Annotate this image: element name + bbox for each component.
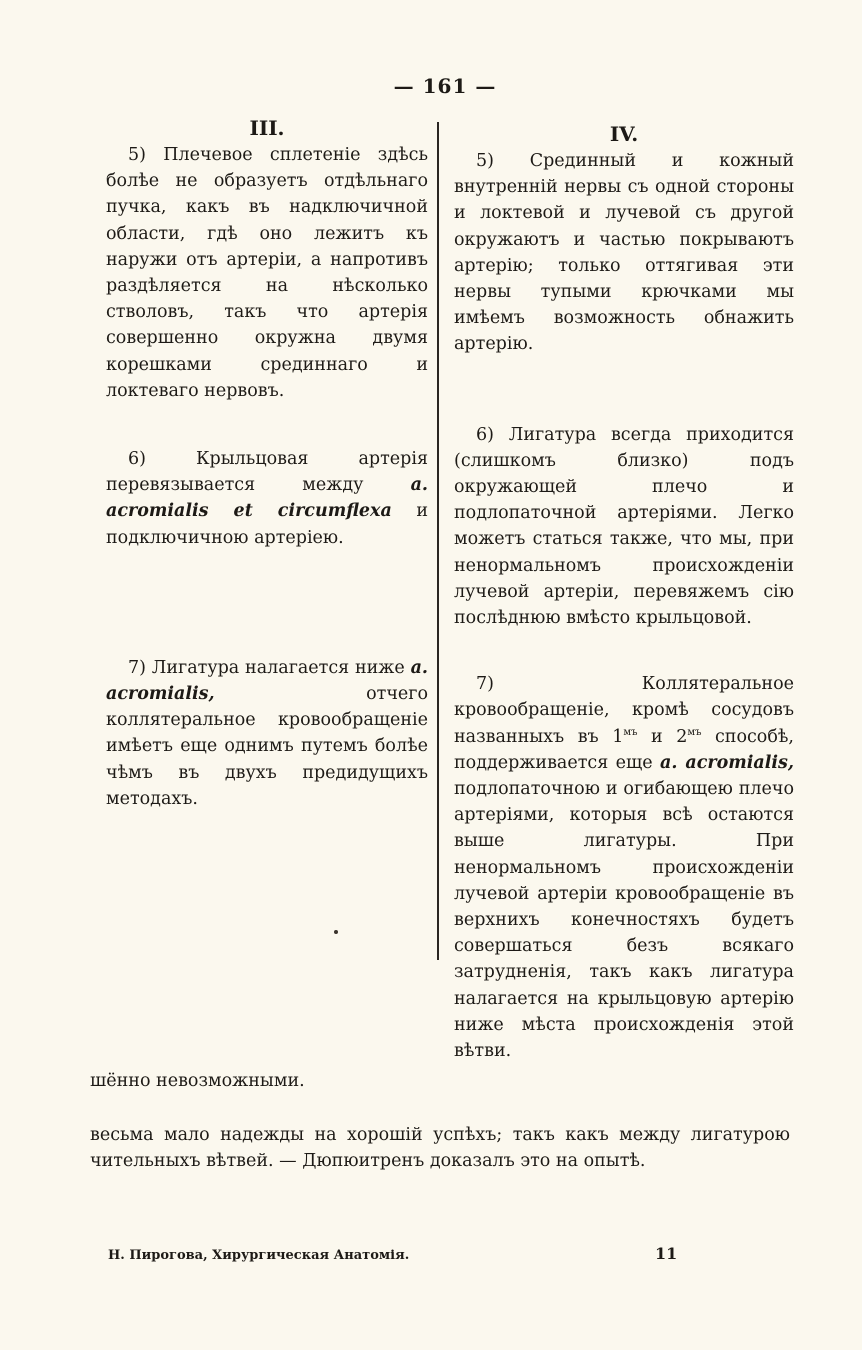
page-number: — 161 — <box>393 74 497 98</box>
bottom-text-line-1: шённо невозможными. <box>90 1071 305 1091</box>
right-column <box>454 116 794 1064</box>
right-p7-text-mid-1: и 2 <box>637 726 688 747</box>
left-p7-italic-term: a. acromialis, <box>106 657 428 705</box>
bottom-text-line-2: весьма мало надежды на хорошій успѣхъ; такъ какъ между лигатурою <box>90 1125 790 1145</box>
left-paragraph-5: 5) Плечевое сплетеніе здѣсь болѣе не образуетъ отдѣльнаго пучка, какъ въ надключичной области, гдѣ оно лежитъ къ наружи отъ артеріи, а напротивъ раздѣляется на нѣсколько стволовъ, такъ что артерія совершенно окружна двумя корешками срединнаго и локтеваго нервовъ. <box>106 145 428 401</box>
ink-speck <box>334 930 338 934</box>
right-paragraph-6: 6) Лигатура всегда приходится (слишкомъ близко) подъ окружающей плечо и подлопаточной артеріями. Легко можетъ статься также, что мы, при ненормальномъ происхожденіи лучевой артеріи, перевяжемъ сію послѣднюю вмѣсто крыльцовой. <box>454 424 794 629</box>
footer-signature-number: 11 <box>655 1244 678 1263</box>
left-paragraph-7 <box>106 655 428 812</box>
left-p7-text-start: 7) Лигатура налагается ниже <box>128 657 411 678</box>
left-p6-text-start: 6) Крыльцовая артерія перевязывается между <box>106 449 428 496</box>
right-paragraph-5: 5) Срединный и кожный внутренній нервы съ одной стороны и локтевой и лучевой съ другой окружаютъ и частью покрываютъ артерію; только оттягивая эти нервы тупыми крючками мы имѣемъ возможность обнажить артерію. <box>454 151 794 355</box>
right-p7-superscript-2: мъ <box>687 726 702 738</box>
left-column-heading: III. <box>249 116 285 140</box>
right-p7-superscript-1: мъ <box>623 726 638 738</box>
right-p7-italic-term: a. acromialis, <box>660 752 795 773</box>
left-p6-text-end: и подключичною артеріею. <box>106 501 428 548</box>
bottom-text-line-3: чительныхъ вѣтвей. — Дюпюитренъ доказалъ это на опытѣ. <box>90 1151 646 1171</box>
right-p7-text-mid-2: способѣ, поддерживается еще <box>454 726 794 773</box>
left-p7-text-end: отчего коллятеральное кровообращеніе имѣетъ еще однимъ путемъ болѣе чѣмъ въ двухъ предидущихъ методахъ. <box>106 684 428 809</box>
footer-author-title: Н. Пирогова, Хирургическая Анатомія. <box>108 1248 410 1263</box>
left-p6-italic-term: a. acromialis et circumflexa <box>106 475 428 522</box>
left-column <box>106 116 428 812</box>
column-divider <box>437 122 439 960</box>
left-paragraph-6 <box>106 446 428 551</box>
right-p7-text-end: подлопаточною и огибающею плечо артеріями, которыя всѣ остаются выше лигатуры. При ненормальномъ происхожденіи лучевой артеріи кровообращеніе въ верхнихъ конечностяхъ будетъ совершаться безъ всякаго затрудненія, такъ какъ лигатура налагается на крыльцовую артерію ниже мѣста происхожденія этой вѣтви. <box>454 779 794 1062</box>
right-column-heading: IV. <box>609 122 639 146</box>
right-p7-text-start: 7) Коллятеральное кровообращеніе, кромѣ сосудовъ названныхъ въ 1 <box>454 674 794 747</box>
right-paragraph-7 <box>454 671 794 1064</box>
